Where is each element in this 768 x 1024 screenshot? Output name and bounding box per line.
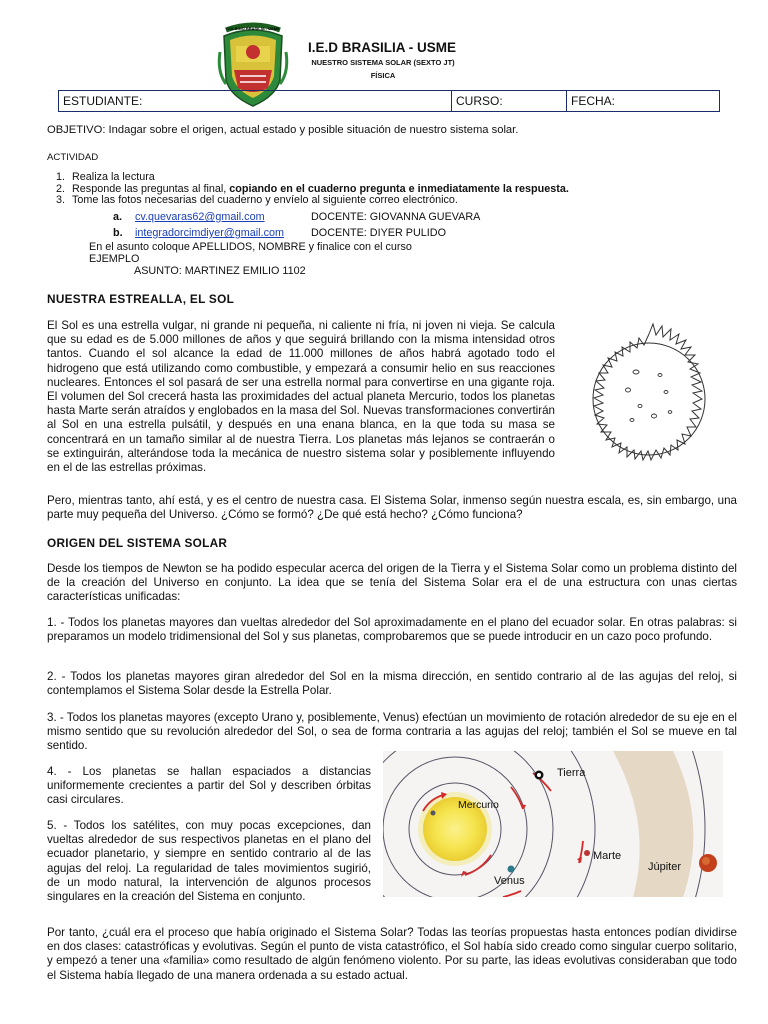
planet-label-venus: Venus bbox=[494, 875, 525, 887]
paragraph: 1. - Todos los planetas mayores dan vueltas alrededor del Sol aproximadamente en el plano del ecuador solar. En otras palabras: si preparamos un modelo tridimensional del Sol y sus planetas, comprobaremos que se puede introducir en un cazo poco profundo. bbox=[47, 616, 737, 644]
subject-note: En el asunto coloque APELLIDOS, NOMBRE y finalice con el curso bbox=[89, 241, 412, 253]
list-item: 1. Realiza la lectura bbox=[68, 172, 758, 184]
activity-title: ACTIVIDAD bbox=[47, 152, 99, 163]
paragraph: El Sol es una estrella vulgar, ni grande ni pequeña, ni caliente ni fría, ni joven ni vieja. Se calcula que su edad es de 5.000 millones de años y que seguirá brillando con la misma intensidad otros tantos. Cuando el sol alcance la edad de 11.000 millones de años habrá agotado todo el hidrogeno que está utilizando como combustible, y empezará a consumir helio en sus reacciones nucleares. Entonces el sol pasará de ser una estrella normal para convertirse en una gigante roja. El volumen del Sol crecerá hasta las proximidades del actual planeta Mercurio, todos los planetas hasta Marte serán atraídos y englobados en la masa del Sol. Nuevas transformaciones convertirán al Sol en una estrella pulsátil, y después en una enana blanca, en la que toda su masa se concentrará en un tamaño similar al de nuestra Tierra. Los planetas más lejanos se contraerán o se extinguirán, alterándose toda la mecánica de nuestro sistema solar y posiblemente influyendo en el de las estrellas próximas. bbox=[47, 319, 555, 475]
teacher-name: DOCENTE: GIOVANNA GUEVARA bbox=[311, 211, 481, 223]
list-item: 3. Tome las fotos necesarias del cuaderno y envíelo al siguiente correo electrónico. bbox=[68, 195, 758, 207]
solar-system-diagram bbox=[383, 751, 723, 897]
paragraph: Por tanto, ¿cuál era el proceso que había originado el Sistema Solar? Todas las teorías propuestas hasta entonces podían dividirse en dos clases: catastróficas y evolutivas. Según el punto de vista catastrófico, el Sol había sido creado como singular cuerpo solitario, y empezó a tener una «familia» como resultado de algún fenómeno violento. Por su parte, las ideas evolutivas consideraban que todo el Sistema había llegado de una manera ordenada a su estado actual. bbox=[47, 926, 737, 982]
paragraph: 2. - Todos los planetas mayores giran alrededor del Sol en la misma dirección, en sentido contrario al de las agujas del reloj, si contemplamos el Sistema Solar desde la Estrella Polar. bbox=[47, 670, 737, 698]
student-field[interactable]: ESTUDIANTE: bbox=[59, 91, 452, 112]
example-label: EJEMPLO bbox=[89, 253, 140, 265]
email-marker: b. bbox=[113, 227, 123, 239]
subject-label: FÍSICA bbox=[370, 71, 396, 80]
planet-label-jupiter: Júpiter bbox=[648, 861, 682, 873]
planet-label-mercurio: Mercurio bbox=[458, 799, 499, 811]
email-row-b bbox=[113, 227, 713, 239]
email-marker: a. bbox=[113, 211, 123, 223]
school-name: I.E.D BRASILIA - USME bbox=[307, 40, 456, 55]
activity-list bbox=[28, 172, 758, 207]
paragraph: 4. - Los planetas se hallan espaciados a distancias uniformemente crecientes a partir del Sol y describen órbitas casi circulares. bbox=[47, 765, 371, 807]
document-subtitle: NUESTRO SISTEMA SOLAR (SEXTO JT) bbox=[311, 58, 455, 67]
list-item: 2. Responde las preguntas al final, copiando en el cuaderno pregunta e inmediatamente la respuesta. bbox=[68, 184, 758, 196]
planet-label-marte: Marte bbox=[593, 850, 622, 862]
email-link[interactable]: integradorcimdiyer@gmail.com bbox=[135, 227, 284, 239]
paragraph: 5. - Todos los satélites, con muy pocas excepciones, dan vueltas alrededor de sus respectivos planetas en el plano del ecuador planetario, y siempre en sentido contrario al de las agujas del reloj. La regularidad de tales movimientos sugirió, de un modo natural, la intervención de algunos procesos singulares en la creación del Sistema en conjunto. bbox=[47, 819, 371, 904]
section-title: NUESTRA ESTREALLA, EL SOL bbox=[47, 292, 235, 306]
paragraph: 3. - Todos los planetas mayores (excepto Urano y, posiblemente, Venus) efectúan un movimiento de rotación alrededor de su eje en el mismo sentido que su revolución alrededor del Sol, o sea de forma contraria a las agujas del reloj; también el Sol se mueve en tal sentido. bbox=[47, 711, 737, 753]
student-info-table bbox=[58, 90, 720, 112]
course-field[interactable]: CURSO: bbox=[452, 91, 567, 112]
paragraph: Pero, mientras tanto, ahí está, y es el centro de nuestra casa. El Sistema Solar, inmenso según nuestra escala, es, sin embargo, una parte muy pequeña del Universo. ¿Cómo se formó? ¿De qué está hecho? ¿Cómo funciona? bbox=[47, 494, 737, 522]
date-field[interactable]: FECHA: bbox=[567, 91, 720, 112]
section-title: ORIGEN DEL SISTEMA SOLAR bbox=[47, 536, 228, 550]
paragraph: Desde los tiempos de Newton se ha podido especular acerca del origen de la Tierra y el Sistema Solar como un problema distinto del de la creación del Universo en conjunto. La idea que se tenía del Sistema Solar era el de una estructura con unas ciertas características unificadas: bbox=[47, 562, 737, 604]
sun-illustration bbox=[570, 320, 728, 478]
planet-label-tierra: Tierra bbox=[557, 767, 586, 779]
example-value: ASUNTO: MARTINEZ EMILIO 1102 bbox=[134, 265, 306, 277]
email-row-a bbox=[113, 211, 713, 223]
objective: OBJETIVO: Indagar sobre el origen, actual estado y posible situación de nuestro sistema solar. bbox=[47, 124, 519, 136]
teacher-name: DOCENTE: DIYER PULIDO bbox=[311, 227, 446, 239]
crest-text: COLEGIO BRASILIA - USME bbox=[226, 26, 280, 31]
email-link[interactable]: cv.quevaras62@gmail.com bbox=[135, 211, 265, 223]
